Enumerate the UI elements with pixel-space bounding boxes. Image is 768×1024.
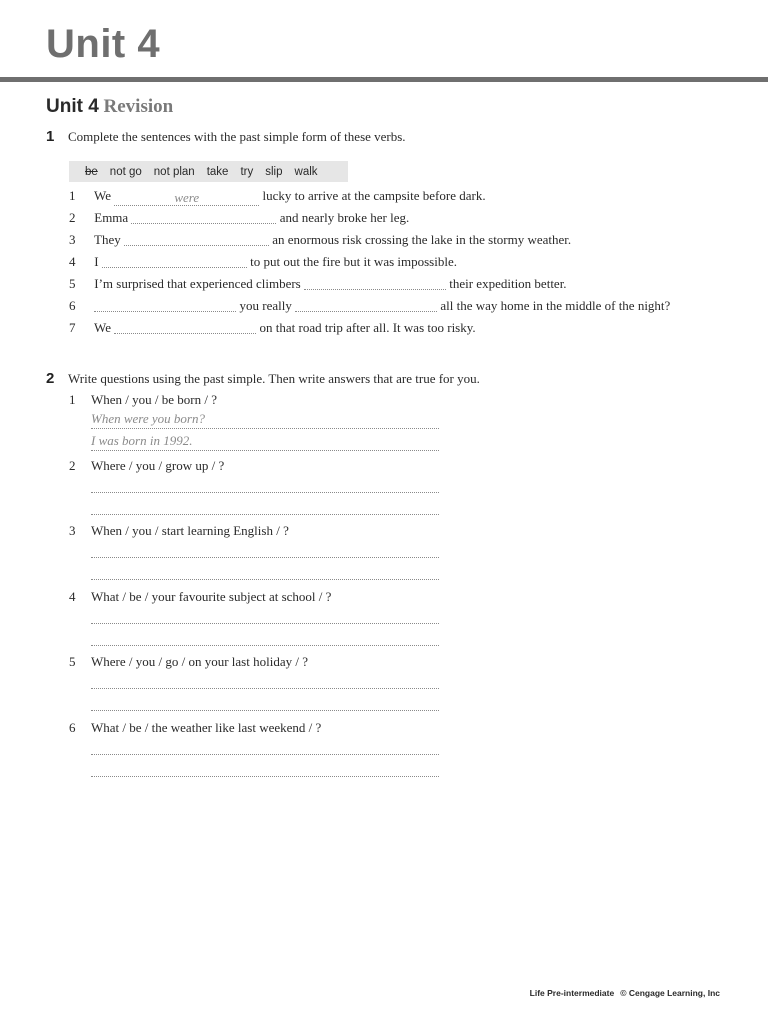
ex1-sentence bbox=[69, 275, 567, 293]
ex1-sentence bbox=[69, 187, 486, 205]
ex1-sentence bbox=[69, 231, 571, 249]
prompt-text: What / be / the weather like last weekend / ? bbox=[91, 720, 322, 735]
item-number: 1 bbox=[69, 392, 76, 407]
answer-blank[interactable] bbox=[102, 253, 247, 268]
header-rule bbox=[0, 77, 768, 82]
item-number: 6 bbox=[69, 720, 76, 735]
word-box-item: be bbox=[85, 165, 98, 178]
sentence-text: and nearly broke her leg. bbox=[279, 210, 410, 225]
ex1-sentence bbox=[69, 297, 670, 315]
item-number: 2 bbox=[69, 210, 76, 225]
ex1-sentence bbox=[69, 253, 457, 271]
word-box bbox=[69, 161, 348, 182]
word-box-item: try bbox=[240, 165, 254, 178]
ex2-prompt bbox=[69, 458, 224, 474]
footer-copyright: © Cengage Learning, Inc bbox=[620, 988, 720, 998]
ex2-prompt bbox=[69, 392, 217, 408]
section-heading bbox=[46, 96, 173, 119]
question-line[interactable] bbox=[91, 605, 439, 624]
item-number: 3 bbox=[69, 232, 76, 247]
prompt-text: When / you / be born / ? bbox=[91, 392, 217, 407]
answer-line[interactable] bbox=[91, 692, 439, 711]
sentence-text: their expedition better. bbox=[449, 276, 567, 291]
answer-blank[interactable]: were bbox=[114, 191, 259, 206]
unit-title: Unit 4 bbox=[46, 22, 161, 66]
answer-blank[interactable] bbox=[124, 231, 269, 246]
prompt-text: What / be / your favourite subject at school / ? bbox=[91, 589, 332, 604]
sentence-text: on that road trip after all. It was too risky. bbox=[259, 320, 476, 335]
prompt-text: Where / you / grow up / ? bbox=[91, 458, 225, 473]
sentence-text: They bbox=[94, 232, 121, 247]
ex1-sentence bbox=[69, 209, 409, 227]
sentence-text: all the way home in the middle of the night? bbox=[440, 298, 671, 313]
prompt-text: When / you / start learning English / ? bbox=[91, 523, 289, 538]
answer-line[interactable] bbox=[91, 561, 439, 580]
answer-line[interactable]: I was born in 1992. bbox=[91, 432, 439, 451]
answer-blank[interactable] bbox=[304, 275, 446, 290]
answer-blank[interactable] bbox=[114, 319, 256, 334]
sentence-text: I’m surprised that experienced climbers bbox=[94, 276, 301, 291]
item-number: 4 bbox=[69, 589, 76, 604]
exercise-1-number: 1 bbox=[46, 128, 55, 145]
answer-blank[interactable] bbox=[295, 297, 437, 312]
item-number: 1 bbox=[69, 188, 76, 203]
sentence-text: I bbox=[94, 254, 99, 269]
item-number: 4 bbox=[69, 254, 76, 269]
word-box-item: walk bbox=[294, 165, 318, 178]
question-line[interactable] bbox=[91, 670, 439, 689]
ex2-prompt bbox=[69, 589, 331, 605]
ex2-prompt bbox=[69, 720, 321, 736]
footer-book-title: Life Pre-intermediate bbox=[529, 988, 615, 998]
item-number: 5 bbox=[69, 276, 76, 291]
exercise-1-instruction: Complete the sentences with the past simple form of these verbs. bbox=[68, 129, 406, 144]
footer bbox=[530, 988, 720, 998]
sentence-text: We bbox=[94, 320, 112, 335]
word-box-item: not plan bbox=[153, 165, 195, 178]
question-line[interactable] bbox=[91, 736, 439, 755]
answer-blank[interactable] bbox=[131, 209, 276, 224]
item-number: 6 bbox=[69, 298, 76, 313]
section-title: Revision bbox=[103, 96, 174, 117]
item-number: 2 bbox=[69, 458, 76, 473]
sentence-text: lucky to arrive at the campsite before dark. bbox=[262, 188, 486, 203]
ex2-prompt bbox=[69, 654, 308, 670]
sentence-text: you really bbox=[239, 298, 292, 313]
question-line[interactable] bbox=[91, 539, 439, 558]
item-number: 7 bbox=[69, 320, 76, 335]
answer-line[interactable] bbox=[91, 496, 439, 515]
item-number: 5 bbox=[69, 654, 76, 669]
sentence-text: an enormous risk crossing the lake in the stormy weather. bbox=[272, 232, 572, 247]
section-unit: Unit 4 bbox=[46, 96, 99, 117]
word-box-item: slip bbox=[265, 165, 283, 178]
answer-line[interactable] bbox=[91, 627, 439, 646]
sentence-text: Emma bbox=[94, 210, 129, 225]
item-number: 3 bbox=[69, 523, 76, 538]
exercise-2-instruction: Write questions using the past simple. Then write answers that are true for you. bbox=[68, 371, 480, 386]
prompt-text: Where / you / go / on your last holiday / ? bbox=[91, 654, 308, 669]
question-line[interactable] bbox=[91, 474, 439, 493]
sentence-text: We bbox=[94, 188, 112, 203]
exercise-2-number: 2 bbox=[46, 370, 55, 387]
sentence-text: to put out the fire but it was impossible. bbox=[250, 254, 457, 269]
word-box-item: take bbox=[206, 165, 229, 178]
word-box-item: not go bbox=[109, 165, 142, 178]
ex2-prompt bbox=[69, 523, 289, 539]
question-line[interactable]: When were you born? bbox=[91, 410, 439, 429]
ex1-sentence bbox=[69, 319, 476, 337]
answer-blank[interactable] bbox=[94, 297, 236, 312]
answer-line[interactable] bbox=[91, 758, 439, 777]
